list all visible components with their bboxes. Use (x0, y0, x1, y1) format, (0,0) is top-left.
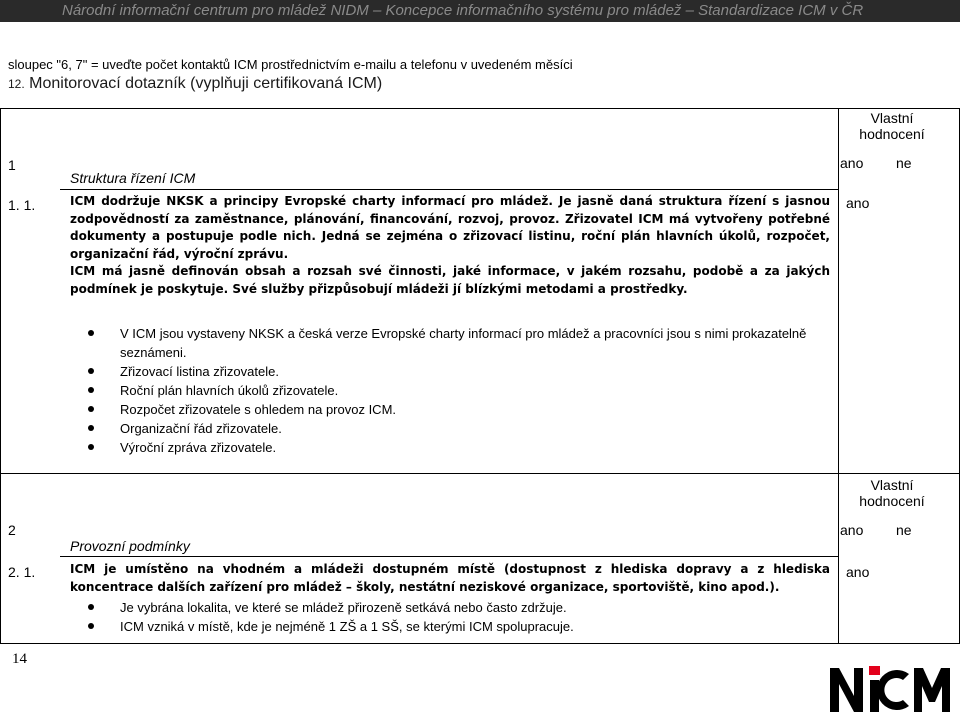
block2-rating-divider (838, 473, 839, 643)
bullet-icon (88, 387, 94, 393)
page-number: 14 (12, 651, 27, 667)
block1-left-border (0, 108, 1, 473)
bullet-icon (88, 623, 94, 629)
block2-left-border (0, 473, 1, 643)
block1-answer: ano (846, 195, 870, 211)
running-header: Národní informační centrum pro mládež NIDM – Koncepce informačního systému pro mládež – Standardizace ICM v ČR (0, 0, 960, 22)
section-number: 12. (8, 77, 25, 91)
list-item: V ICM jsou vystaveny NKSK a česká verze Evropské charty informací pro mládež a pracovníci jsou s nimi prokazatelně seznámeni. (88, 324, 830, 362)
block1-rating-divider (838, 108, 839, 473)
list-item: Rozpočet zřizovatele s ohledem na provoz ICM. (88, 400, 830, 419)
bullet-icon (88, 330, 94, 336)
list-item: ICM vzniká v místě, kde je nejméně 1 ZŠ a 1 SŠ, se kterými ICM spolupracuje. (88, 617, 830, 636)
block1-item-number: 1. 1. (8, 197, 36, 213)
block2-heading-rule (60, 556, 838, 557)
bullet-icon (88, 425, 94, 431)
section-title-text: Monitorovací dotazník (vyplňuji certifikovaná ICM) (29, 75, 383, 92)
block1-number: 1 (8, 157, 16, 173)
block2-no-header: ne (896, 522, 912, 538)
block1-bottom-border (0, 473, 960, 474)
block2-bottom-border (0, 643, 960, 644)
bullet-icon (88, 368, 94, 374)
column-note: sloupec "6, 7" = uveďte počet kontaktů ICM prostřednictvím e-mailu a telefonu v uvedeném měsíci (8, 57, 573, 72)
block1-heading: Struktura řízení ICM (70, 170, 196, 186)
bullet-icon (88, 406, 94, 412)
list-item: Organizační řád zřizovatele. (88, 419, 830, 438)
list-item: Je vybrána lokalita, ve které se mládež přirozeně setkává nebo často zdržuje. (88, 598, 830, 617)
block2-yes-header: ano (840, 522, 864, 538)
block1-evidence-list (88, 324, 830, 457)
block1-top-border (0, 108, 960, 109)
bullet-icon (88, 444, 94, 450)
section-title (8, 75, 382, 93)
block1-paragraph-2: ICM má jasně definován obsah a rozsah své činnosti, jaké informace, v jakém rozsahu, podobě a za jakých podmínek je poskytuje. Své služby přizpůsobují mládeži jí blízkými metodami a prostředky. (70, 264, 830, 296)
block2-answer: ano (846, 564, 870, 580)
block1-yes-header: ano (840, 155, 864, 171)
block2-evidence-list (88, 598, 830, 636)
list-item: Výroční zpráva zřizovatele. (88, 438, 830, 457)
block1-rating-header: Vlastní hodnocení (859, 110, 925, 142)
block1-item-text (70, 193, 830, 298)
block2-number: 2 (8, 522, 16, 538)
block2-rating-header: Vlastní hodnocení (859, 477, 925, 509)
list-item: Zřizovací listina zřizovatele. (88, 362, 830, 381)
nicm-logo-icon (826, 660, 956, 716)
block2-heading: Provozní podmínky (70, 538, 190, 554)
bullet-icon (88, 604, 94, 610)
list-item: Roční plán hlavních úkolů zřizovatele. (88, 381, 830, 400)
block1-paragraph-1: ICM dodržuje NKSK a principy Evropské charty informací pro mládež. Je jasně daná struktura řízení s jasnou zodpovědností za zaměstnance, plánování, financování, rozvoj, provoz. Zřizovatel ICM má vytvořeny potřebné dokumenty a postupuje podle nich. Jedná se zejména o zřizovací listinu, roční plán hlavních úkolů, rozpočet, organizační řád, výroční zprávu. (70, 194, 830, 261)
block2-item-number: 2. 1. (8, 564, 36, 580)
block1-no-header: ne (896, 155, 912, 171)
block2-item-text: ICM je umístěno na vhodném a mládeži dostupném místě (dostupnost z hlediska dopravy a z hlediska koncentrace dalších zařízení pro mládež – školy, nestátní neziskové organizace, sportoviště, kino apod.). (70, 562, 830, 594)
block1-heading-rule (60, 189, 838, 190)
